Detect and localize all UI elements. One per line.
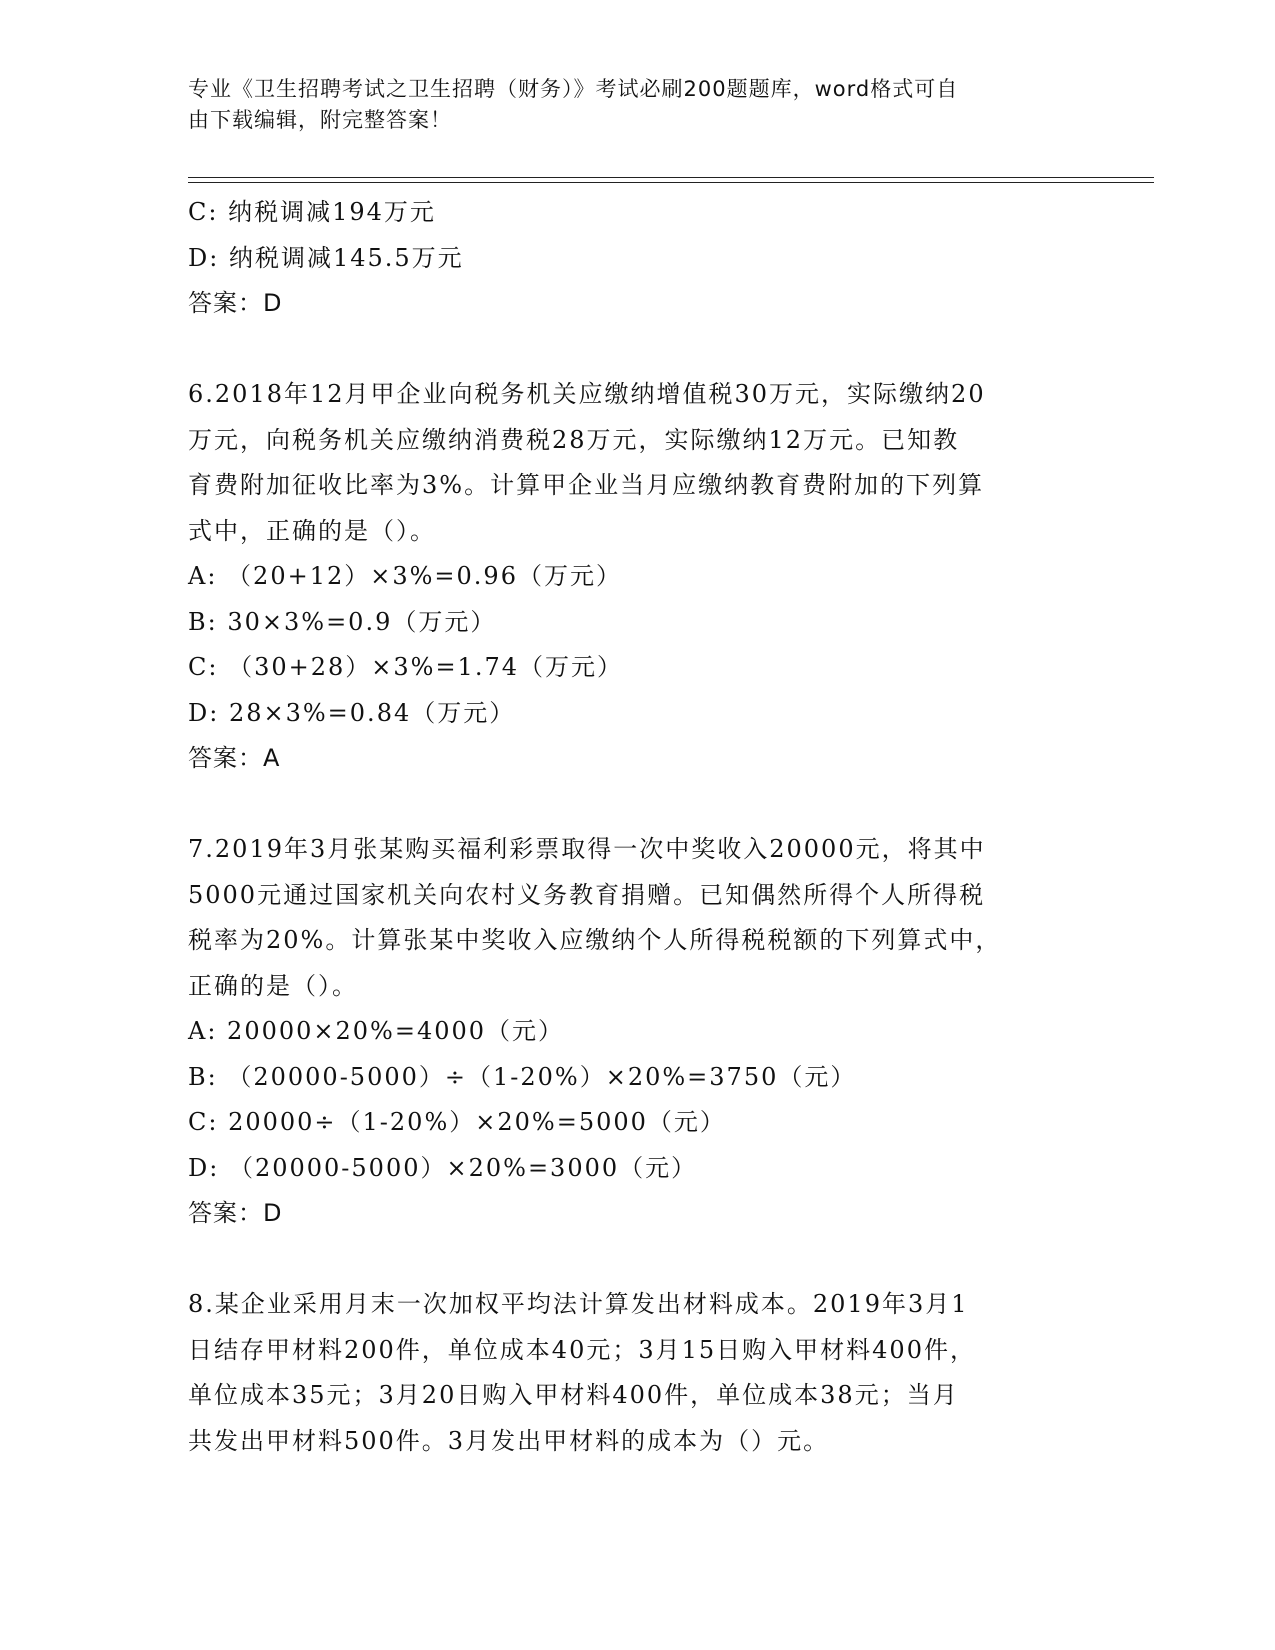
question-text-line: 万元，向税务机关应缴纳消费税28万元，实际缴纳12万元。已知教 — [188, 425, 960, 454]
previous-question-block — [188, 190, 1078, 327]
question-text-line: 单位成本35元；3月20日购入甲材料400件，单位成本38元；当月 — [188, 1381, 959, 1409]
answer-line: 答案：D — [188, 289, 283, 317]
option-d: D: （20000-5000）×20%=3000（元） — [188, 1153, 698, 1182]
option-a: A: 20000×20%=4000（元） — [188, 1017, 565, 1045]
option-d: D: 纳税调减145.5万元 — [188, 243, 464, 272]
option-d: D: 28×3%=0.84（万元） — [188, 698, 516, 727]
option-c: C: 20000÷（1-20%）×20%=5000（元） — [188, 1108, 726, 1136]
question-text-line: 8.某企业采用月末一次加权平均法计算发出材料成本。2019年3月1 — [188, 1290, 969, 1318]
option-c: C: 纳税调减194万元 — [188, 198, 436, 226]
header-divider-top — [188, 177, 1154, 178]
question-text-line: 式中，正确的是（）。 — [188, 516, 436, 545]
option-a: A: （20+12）×3%=0.96（万元） — [188, 562, 622, 590]
question-text-line: 税率为20%。计算张某中奖收入应缴纳个人所得税税额的下列算式中， — [188, 926, 1002, 954]
question-text-line: 正确的是（）。 — [188, 971, 358, 1000]
question-text-line: 7.2019年3月张某购买福利彩票取得一次中奖收入20000元，将其中 — [188, 835, 986, 863]
question-6 — [188, 372, 1078, 782]
spacer — [188, 327, 1078, 373]
option-b: B: 30×3%=0.9（万元） — [188, 607, 497, 636]
question-text-line: 育费附加征收比率为3%。计算甲企业当月应缴纳教育费附加的下列算 — [188, 471, 985, 499]
question-text-line: 5000元通过国家机关向农村义务教育捐赠。已知偶然所得个人所得税 — [188, 880, 986, 909]
spacer — [188, 782, 1078, 828]
option-b: B: （20000-5000）÷（1-20%）×20%=3750（元） — [188, 1062, 857, 1091]
header-divider-bottom — [188, 182, 1154, 183]
header-line-2: 由下载编辑，附完整答案！ — [188, 108, 452, 132]
question-text-line: 日结存甲材料200件，单位成本40元；3月15日购入甲材料400件， — [188, 1335, 976, 1364]
answer-line: 答案：D — [188, 1199, 283, 1227]
spacer — [188, 1237, 1078, 1283]
header-line-1: 专业《卫生招聘考试之卫生招聘（财务）》考试必刷200题题库，word格式可自 — [188, 77, 959, 101]
question-text-line: 6.2018年12月甲企业向税务机关应缴纳增值税30万元，实际缴纳20 — [188, 380, 986, 408]
question-text-line: 共发出甲材料500件。3月发出甲材料的成本为（）元。 — [188, 1426, 830, 1455]
answer-line: 答案：A — [188, 744, 281, 772]
question-content — [188, 190, 1078, 1464]
question-8 — [188, 1282, 1078, 1464]
option-c: C: （30+28）×3%=1.74（万元） — [188, 653, 623, 681]
question-7 — [188, 827, 1078, 1237]
page-header — [188, 74, 1068, 136]
